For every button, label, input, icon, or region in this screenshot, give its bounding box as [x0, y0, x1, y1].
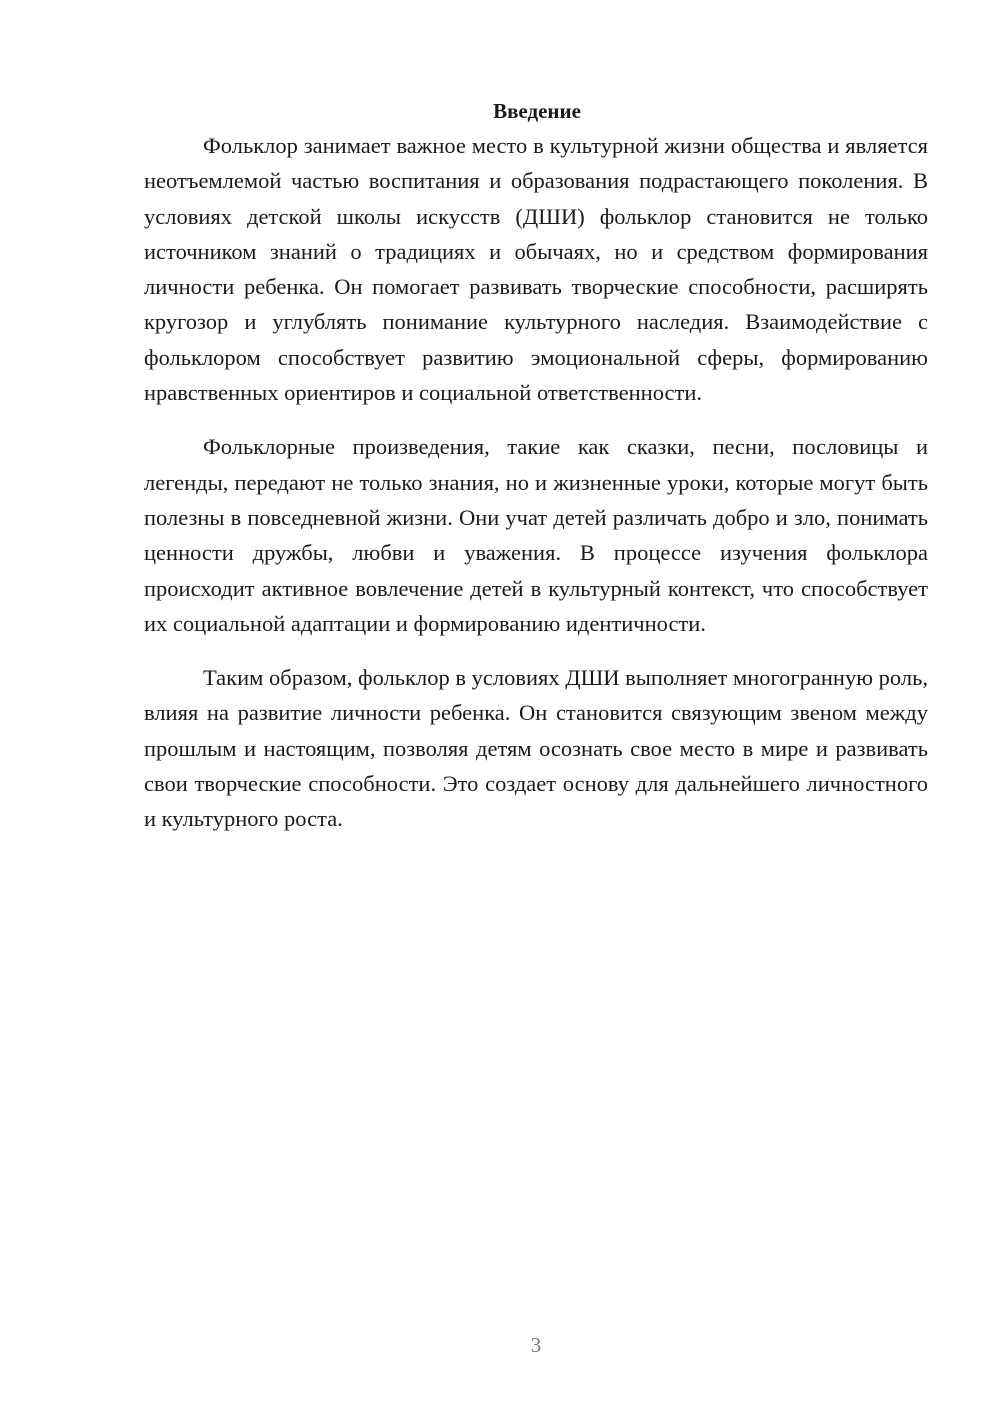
paragraph-2: Фольклорные произведения, такие как сказки, песни, пословицы и легенды, передают не только знания, но и жизненные уроки, которые могут быть полезны в повседневной жизни. Они учат детей различать добро и зло, понимать ценности дружбы, любви и уважения. В процессе изучения фольклора происходит активное вовлечение детей в культурный контекст, что способствует их социальной адаптации и формированию идентичности.	[144, 434, 928, 636]
paragraph-3: Таким образом, фольклор в условиях ДШИ выполняет многогранную роль, влияя на развитие личности ребенка. Он становится связующим звеном между прошлым и настоящим, позволяя детям осознать свое место в мире и развивать свои творческие способности. Это создает основу для дальнейшего личностного и культурного роста.	[144, 665, 928, 832]
page-number: 3	[530, 1333, 542, 1357]
paragraph-1: Фольклор занимает важное место в культурной жизни общества и является неотъемлемой частью воспитания и образования подрастающего поколения. В условиях детской школы искусств (ДШИ) фольклор становится не только источником знаний о традициях и обычаях, но и средством формирования личности ребенка. Он помогает развивать творческие способности, расширять кругозор и углублять понимание культурного наследия. Взаимодействие с фольклором способствует развитию эмоциональной сферы, формированию нравственных ориентиров и социальной ответственности.	[144, 133, 928, 406]
page-content	[144, 96, 928, 856]
section-heading: Введение	[493, 99, 581, 123]
